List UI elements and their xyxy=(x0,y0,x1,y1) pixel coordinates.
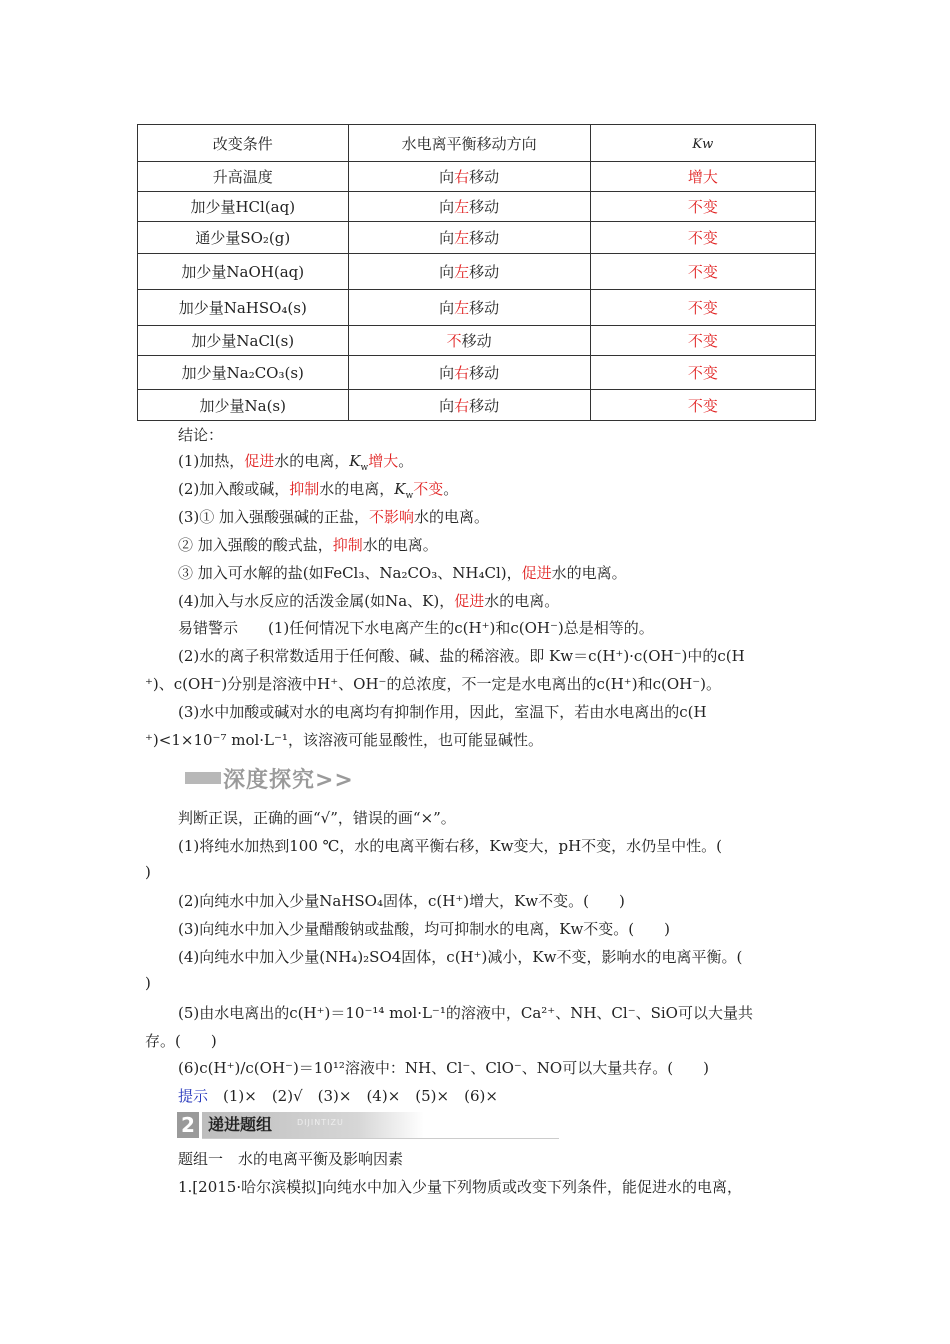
conclusion-line-3: (3)① 加入强酸强碱的正盐，不影响水的电离。 xyxy=(178,508,490,526)
warning-line-5: ⁺)<1×10⁻⁷ mol·L⁻¹，该溶液可能显酸性，也可能显碱性。 xyxy=(145,731,543,749)
conclusion-line-6: (4)加入与水反应的活泼金属(如Na、K)，促进水的电离。 xyxy=(178,592,560,610)
question-1-line-a: (1)将纯水加热到100 ℃，水的电离平衡右移，Kw变大，pH不变，水仍呈中性。( xyxy=(178,837,723,855)
table-row xyxy=(138,390,816,421)
cell-kw: 不变 xyxy=(590,390,815,421)
header-condition: 改变条件 xyxy=(138,125,349,162)
cell-kw: 不变 xyxy=(590,290,815,326)
header-direction: 水电离平衡移动方向 xyxy=(348,125,590,162)
section-divider xyxy=(202,1138,559,1139)
cell-kw: 增大 xyxy=(590,162,815,192)
cell-kw: 不变 xyxy=(590,192,815,222)
cell-direction: 向左移动 xyxy=(348,290,590,326)
question-1-line-b: ) xyxy=(145,863,151,881)
question-3: (3)向纯水中加入少量醋酸钠或盐酸，均可抑制水的电离，Kw不变。( ) xyxy=(178,920,671,938)
header-kw xyxy=(590,125,815,162)
warning-line-2: (2)水的离子积常数适用于任何酸、碱、盐的稀溶液。即 Kw＝c(H⁺)·c(OH⁻)中的c(H xyxy=(178,647,745,665)
exercise-1: 1.[2015·哈尔滨模拟]向纯水中加入少量下列物质或改变下列条件，能促进水的电离， xyxy=(178,1178,742,1196)
question-5-line-b: 存。( ) xyxy=(145,1032,217,1050)
hint-line xyxy=(178,1085,858,1106)
cell-direction: 不移动 xyxy=(348,326,590,356)
kw-symbol: Kw xyxy=(692,137,714,152)
table-row xyxy=(138,356,816,390)
cell-kw: 不变 xyxy=(590,356,815,390)
hint-label: 提示 xyxy=(178,1087,209,1105)
table-row xyxy=(138,192,816,222)
table-row xyxy=(138,222,816,254)
cell-condition: 加少量Na(s) xyxy=(138,390,349,421)
group-title: 题组一 水的电离平衡及影响因素 xyxy=(178,1150,404,1168)
section-sublabel: DIJINTIZU xyxy=(297,1118,344,1127)
cell-direction: 向右移动 xyxy=(348,356,590,390)
hint-answers: (1)× (2)√ (3)× (4)× (5)× (6)× xyxy=(208,1087,498,1105)
cell-direction: 向左移动 xyxy=(348,254,590,290)
table-row xyxy=(138,162,816,192)
table-row xyxy=(138,290,816,326)
conclusion-title: 结论： xyxy=(178,426,224,444)
table-header-row xyxy=(138,125,816,162)
progressive-group-banner xyxy=(177,1112,559,1140)
deep-intro: 判断正误，正确的画“√”，错误的画“×”。 xyxy=(178,809,456,827)
cell-direction: 向右移动 xyxy=(348,162,590,192)
conclusion-line-2: (2)加入酸或碱，抑制水的电离，$K_w$不变。 xyxy=(178,480,459,501)
cell-kw: 不变 xyxy=(590,326,815,356)
question-5-line-a: (5)由水电离出的c(H⁺)＝10⁻¹⁴ mol·L⁻¹的溶液中，Ca²⁺、NH、Cl⁻、SiO可以大量共 xyxy=(178,1004,753,1022)
cell-condition: 通少量SO₂(g) xyxy=(138,222,349,254)
conclusion-line-1: (1)加热，促进水的电离，$K_w$增大。 xyxy=(178,452,414,473)
cell-kw: 不变 xyxy=(590,254,815,290)
question-4-line-a: (4)向纯水中加入少量(NH₄)₂SO4固体，c(H⁺)减小，Kw不变，影响水的电离平衡。( xyxy=(178,948,743,966)
cell-direction: 向右移动 xyxy=(348,390,590,421)
question-4-line-b: ) xyxy=(145,974,151,992)
deep-explore-title: 深度探究>> xyxy=(223,767,354,793)
table-row xyxy=(138,254,816,290)
cell-direction: 向左移动 xyxy=(348,222,590,254)
cell-condition: 升高温度 xyxy=(138,162,349,192)
section-label: 递进题组 xyxy=(202,1112,424,1138)
cell-condition: 加少量NaCl(s) xyxy=(138,326,349,356)
cell-condition: 加少量Na₂CO₃(s) xyxy=(138,356,349,390)
table-row xyxy=(138,326,816,356)
section-number: 2 xyxy=(177,1112,199,1138)
cell-condition: 加少量NaOH(aq) xyxy=(138,254,349,290)
warning-line-1: 易错警示 (1)任何情况下水电离产生的c(H⁺)和c(OH⁻)总是相等的。 xyxy=(178,619,654,637)
warning-line-4: (3)水中加酸或碱对水的电离均有抑制作用，因此，室温下，若由水电离出的c(H xyxy=(178,703,707,721)
question-6: (6)c(H⁺)/c(OH⁻)＝10¹²溶液中：NH、Cl⁻、ClO⁻、NO可以大量共存。( ) xyxy=(178,1059,709,1077)
cell-condition: 加少量NaHSO₄(s) xyxy=(138,290,349,326)
conditions-table xyxy=(137,124,816,421)
cell-kw: 不变 xyxy=(590,222,815,254)
cell-condition: 加少量HCl(aq) xyxy=(138,192,349,222)
conclusion-line-4: ② 加入强酸的酸式盐，抑制水的电离。 xyxy=(178,536,438,554)
question-2: (2)向纯水中加入少量NaHSO₄固体，c(H⁺)增大，Kw不变。( ) xyxy=(178,892,625,910)
cell-direction: 向左移动 xyxy=(348,192,590,222)
warning-line-3: ⁺)、c(OH⁻)分别是溶液中H⁺、OH⁻的总浓度，不一定是水电离出的c(H⁺)和c(OH⁻)。 xyxy=(145,675,721,693)
banner-bar-icon xyxy=(185,772,221,784)
conclusion-line-5: ③ 加入可水解的盐(如FeCl₃、Na₂CO₃、NH₄Cl)，促进水的电离。 xyxy=(178,564,627,582)
deep-explore-banner xyxy=(185,764,354,792)
